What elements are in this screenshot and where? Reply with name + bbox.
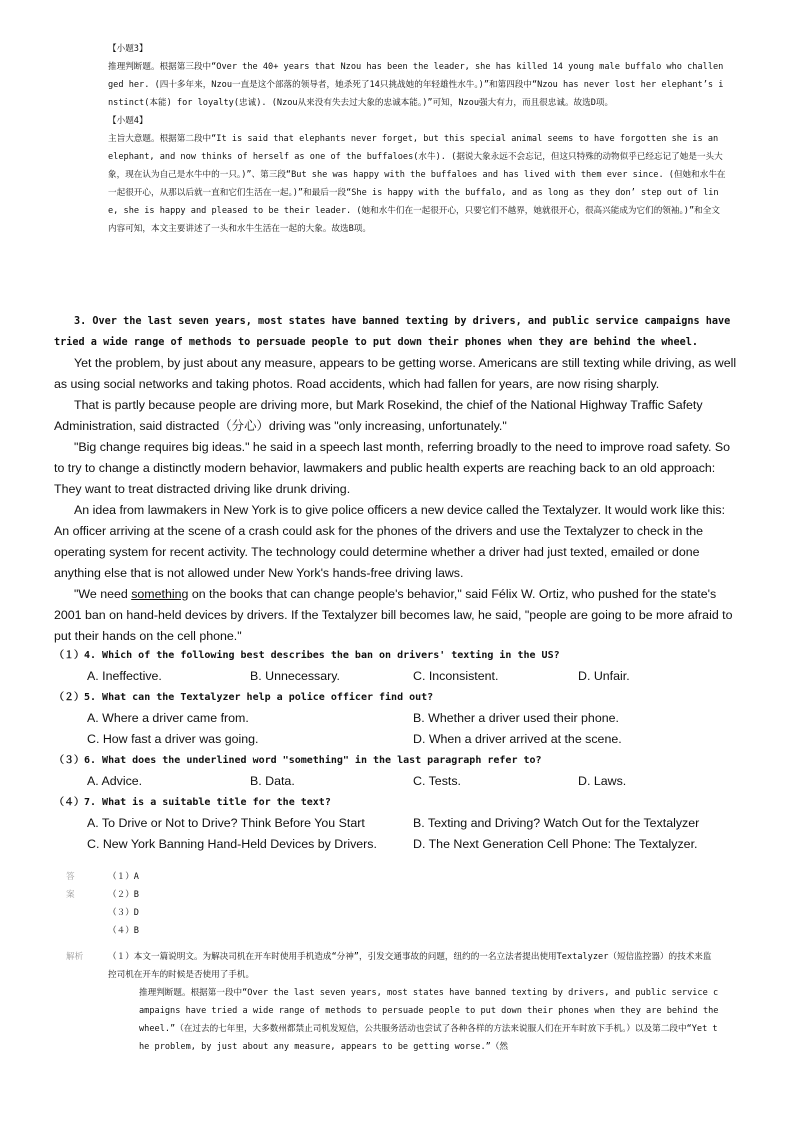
option-c[interactable]: C. Inconsistent. xyxy=(413,669,499,683)
passage-paragraph-4: An idea from lawmakers in New York is to give police officers a new device called the Textalyzer. It would work like this: An officer arriving at the scene of a crash could ask for the phones of the drivers and use the Textalyzer to check in the operating system for recent activity. The technology could determine whether a driver had just texted, emailed or done anything else that is not allowed under New York's hands-free driving laws. xyxy=(54,503,726,580)
options-row xyxy=(54,771,740,792)
passage-paragraph-2: That is partly because people are driving more, but Mark Rosekind, the chief of the National Highway Traffic Safety Administration, said distracted（分心）driving was "only increasing, unfortunately." xyxy=(54,398,703,433)
option-a[interactable]: A. Ineffective. xyxy=(87,669,162,683)
q4-explanation: 主旨大意题。根据第二段中“It is said that elephants never forget, but this special animal seems to have forgotten she is an elephant, and now thinks of herself as one of the buffaloes(水牛). (据说大象永远不会忘记，但这只特殊的动物似乎已经忘记了她是一头大象，现在认为自己是水牛中的一只。)”、第三段“But she was happy with the buffaloes and has lived with them ever since. (但她和水牛在一起很开心，从那以后就一直和它们生活在一起。)”和最后一段“She is happy with the buffalo, and as long as they don’ step out of line, she is happy and pleased to be their leader. (她和水牛们在一起很开心，只要它们不越界，她就很开心，很高兴能成为它们的领袖。)”和全文内容可知，本文主要讲述了一头和水牛生活在一起的大象。故选B项。 xyxy=(108,134,726,234)
analysis-body xyxy=(108,948,720,1056)
option-b[interactable]: B. Whether a driver used their phone. xyxy=(413,711,619,725)
question-stem: （２）5. What can the Textalyzer help a police officer find out? xyxy=(54,692,434,703)
option-b[interactable]: B. Data. xyxy=(250,774,295,788)
reading-passage xyxy=(54,311,740,647)
option-c[interactable]: C. New York Banning Hand-Held Devices by Drivers. xyxy=(87,837,377,851)
option-b[interactable]: B. Texting and Driving? Watch Out for the Textalyzer xyxy=(413,816,700,830)
passage-lead: 3. Over the last seven years, most states have banned texting by drivers, and public service campaigns have tried a wide range of methods to persuade people to put down their phones when they are behind the wheel. xyxy=(54,316,731,348)
q4-tag: 【小题4】 xyxy=(108,116,148,126)
option-d[interactable]: D. Laws. xyxy=(578,774,627,788)
question-2 xyxy=(54,687,740,750)
options-row xyxy=(54,834,740,855)
question-1 xyxy=(54,645,740,687)
answer-item: （１）A xyxy=(108,872,139,882)
questions xyxy=(54,645,740,855)
question-3 xyxy=(54,750,740,792)
underlined-word: something xyxy=(131,587,189,601)
passage-paragraph-1: Yet the problem, by just about any measure, appears to be getting worse. Americans are still texting while driving, as well as using social networks and taking photos. Road accidents, which had fallen for years, are now rising sharply. xyxy=(54,356,737,391)
options-row xyxy=(54,813,740,834)
q3-tag: 【小题3】 xyxy=(108,44,148,54)
question-stem: （３）6. What does the underlined word "something" in the last paragraph refer to? xyxy=(54,755,542,766)
p5-after: on the books that can change people's behavior," said Félix W. Ortiz, who pushed for the state's 2001 ban on hand-held devices by drivers. If the Textalyzer bill becomes law, he said, "people are going to be more afraid to put their hands on the cell phone." xyxy=(54,587,733,643)
answer-item: （３）D xyxy=(108,908,139,918)
option-a[interactable]: A. To Drive or Not to Drive? Think Before You Start xyxy=(87,816,365,830)
question-stem: （４）7. What is a suitable title for the text? xyxy=(54,797,331,808)
analysis-intro: （１）本文一篇说明文。为解决司机在开车时使用手机造成“分神”，引发交通事故的问题，纽约的一名立法者提出使用Textalyzer（短信监控器）的技术来监控司机在开车的时候是否使用了手机。 xyxy=(108,952,712,980)
option-c[interactable]: C. How fast a driver was going. xyxy=(87,732,259,746)
p5-before: "We need xyxy=(74,587,132,601)
option-a[interactable]: A. Where a driver came from. xyxy=(87,711,249,725)
analysis-label: 解析 xyxy=(66,952,84,962)
passage-paragraph-3: "Big change requires big ideas." he said in a speech last month, referring broadly to the need to improve road safety. So to try to change a distinctly modern behavior, lawmakers and public health experts are reaching back to an old approach: They want to treat distracted driving like drunk driving. xyxy=(54,440,731,496)
previous-explanation xyxy=(108,40,726,238)
options-row xyxy=(54,729,740,750)
answer-list xyxy=(108,868,139,940)
answer-label: 答案 xyxy=(66,872,75,900)
answer-item: （４）B xyxy=(108,926,139,936)
option-d[interactable]: D. The Next Generation Cell Phone: The Textalyzer. xyxy=(413,837,698,851)
passage-paragraph-5 xyxy=(54,584,740,647)
question-4 xyxy=(54,792,740,855)
answer-item: （２）B xyxy=(108,890,139,900)
option-d[interactable]: D. When a driver arrived at the scene. xyxy=(413,732,622,746)
option-b[interactable]: B. Unnecessary. xyxy=(250,669,340,683)
question-stem: （１）4. Which of the following best describes the ban on drivers' texting in the US? xyxy=(54,650,560,661)
option-d[interactable]: D. Unfair. xyxy=(578,669,630,683)
option-a[interactable]: A. Advice. xyxy=(87,774,143,788)
options-row xyxy=(54,666,740,687)
options-row xyxy=(54,708,740,729)
analysis-detail: 推理判断题。根据第一段中“Over the last seven years, most states have banned texting by drivers, and public service campaigns have tried a wide range of methods to persuade people to put down their phones when they are behind the wheel.”（在过去的七年里，大多数州都禁止司机发短信，公共服务活动也尝试了各种各样的方法来说服人们在开车时放下手机。）以及第二段中“Yet the problem, by just about any measure, appears to be getting worse.”（然 xyxy=(139,988,719,1052)
option-c[interactable]: C. Tests. xyxy=(413,774,461,788)
q3-explanation: 推理判断题。根据第三段中“Over the 40+ years that Nzou has been the leader, she has killed 14 young male buffalo who challenged her. (四十多年来，Nzou一直是这个部落的领导者，她杀死了14只挑战她的年轻雄性水牛。)”和第四段中“Nzou has never lost her elephant’s instinct(本能) for loyalty(忠诚). (Nzou从来没有失去过大象的忠诚本能。)”可知，Nzou强大有力，而且很忠诚。故选D项。 xyxy=(108,62,724,108)
